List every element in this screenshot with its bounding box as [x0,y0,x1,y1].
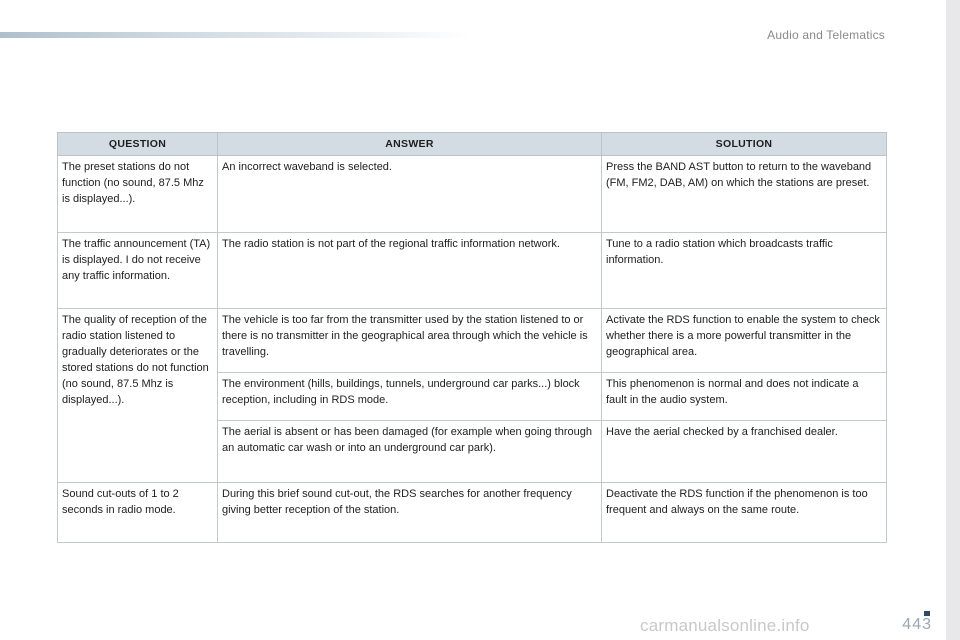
table-row [58,156,887,233]
column-header-solution: SOLUTION [602,133,887,156]
solution-cell: This phenomenon is normal and does not indicate a fault in the audio system. [602,373,887,421]
question-cell: The preset stations do not function (no sound, 87.5 Mhz is displayed...). [58,156,218,233]
solution-cell: Activate the RDS function to enable the system to check whether there is a more powerful transmitter in the geographical area. [602,309,887,373]
page-edge-bar [946,0,960,640]
answer-cell: The environment (hills, buildings, tunnels, underground car parks...) block reception, including in RDS mode. [218,373,602,421]
solution-cell: Tune to a radio station which broadcasts traffic information. [602,233,887,309]
table-row [58,233,887,309]
solution-cell: Have the aerial checked by a franchised dealer. [602,421,887,483]
answer-cell: An incorrect waveband is selected. [218,156,602,233]
question-cell: The traffic announcement (TA) is displayed. I do not receive any traffic information. [58,233,218,309]
column-header-answer: ANSWER [218,133,602,156]
answer-cell: The radio station is not part of the regional traffic information network. [218,233,602,309]
troubleshooting-table [57,132,887,543]
answer-cell: During this brief sound cut-out, the RDS searches for another frequency giving better reception of the station. [218,483,602,543]
page-number: 443 [902,616,932,633]
table-row [58,309,887,373]
header-accent-bar [0,32,470,38]
question-cell: The quality of reception of the radio station listened to gradually deteriorates or the stored stations do not function (no sound, 87.5 Mhz is displayed...). [58,309,218,483]
table-header-row [58,133,887,156]
watermark: carmanualsonline.info [640,616,810,635]
section-title: Audio and Telematics [767,28,885,42]
column-header-question: QUESTION [58,133,218,156]
question-cell: Sound cut-outs of 1 to 2 seconds in radio mode. [58,483,218,543]
table-row [58,483,887,543]
answer-cell: The aerial is absent or has been damaged (for example when going through an automatic car wash or into an underground car park). [218,421,602,483]
solution-cell: Deactivate the RDS function if the phenomenon is too frequent and always on the same route. [602,483,887,543]
solution-cell: Press the BAND AST button to return to the waveband (FM, FM2, DAB, AM) on which the stations are preset. [602,156,887,233]
answer-cell: The vehicle is too far from the transmitter used by the station listened to or there is no transmitter in the geographical area through which the vehicle is travelling. [218,309,602,373]
